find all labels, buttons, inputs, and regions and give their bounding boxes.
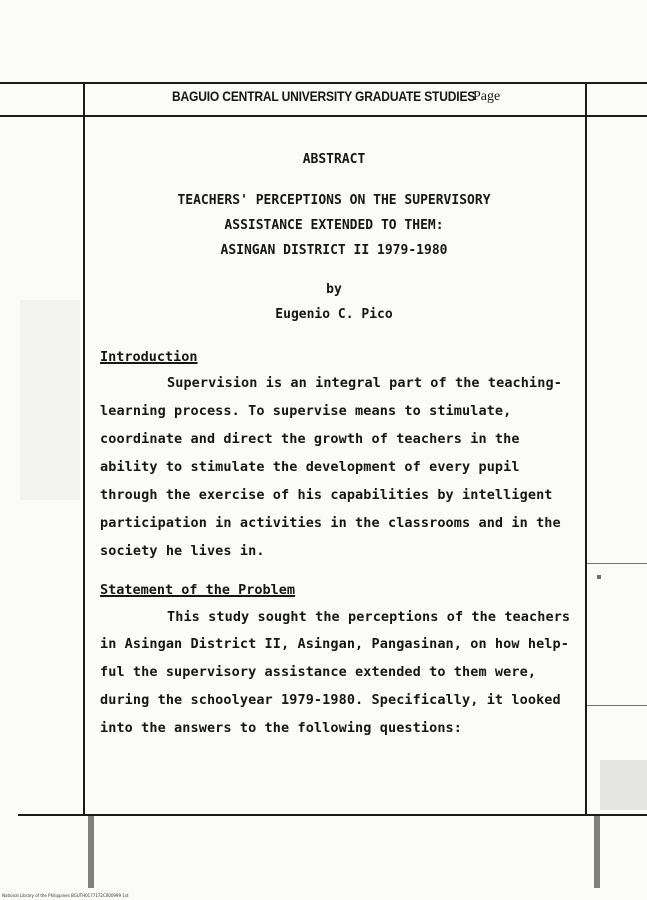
author-name: Eugenio C. Pico [275,307,393,322]
title-line-2: ASSISTANCE EXTENDED TO THEM: [224,218,444,233]
library-footer: National Library of the Philippines BGUTH0177172C000999 1st [2,893,129,898]
header-bottom-rule [0,115,647,117]
problem-line: ful the supervisory assistance extended to them were, [100,664,537,680]
problem-line: in Asingan District II, Asingan, Pangasinan, on how help- [100,636,569,652]
scan-speckle [20,300,80,500]
intro-line: learning process. To supervise means to stimulate, [100,403,512,419]
margin-left-rule [83,84,85,814]
intro-line: participation in activities in the classrooms and in the [100,515,561,531]
footer-rule [18,814,647,816]
intro-line: society he lives in. [100,543,265,559]
intro-line: Supervision is an integral part of the teaching- [167,375,562,391]
scan-speckle [597,575,601,579]
left-bottom-bar [88,816,94,888]
intro-line: through the exercise of his capabilities by intelligent [100,487,553,503]
institution-header: BAGUIO CENTRAL UNIVERSITY GRADUATE STUDIES [172,88,476,104]
scan-speckle [600,760,647,810]
title-line-3: ASINGAN DISTRICT II 1979-1980 [220,243,448,258]
page-label: Page [473,89,501,104]
right-bottom-bar [594,816,600,888]
intro-line: coordinate and direct the growth of teachers in the [100,431,520,447]
right-edge-rule-upper [587,563,647,564]
introduction-heading: Introduction [100,349,198,365]
title-line-1: TEACHERS' PERCEPTIONS ON THE SUPERVISORY [177,193,491,208]
header-top-rule [0,82,647,84]
by-label: by [326,282,342,297]
problem-heading: Statement of the Problem [100,582,296,598]
abstract-label: ABSTRACT [302,152,366,167]
problem-line: into the answers to the following questions: [100,720,463,736]
problem-line: during the schoolyear 1979-1980. Specifically, it looked [100,692,561,708]
right-edge-rule-lower [587,705,647,706]
problem-line: This study sought the perceptions of the teachers [167,609,571,625]
intro-line: ability to stimulate the development of every pupil [100,459,520,475]
